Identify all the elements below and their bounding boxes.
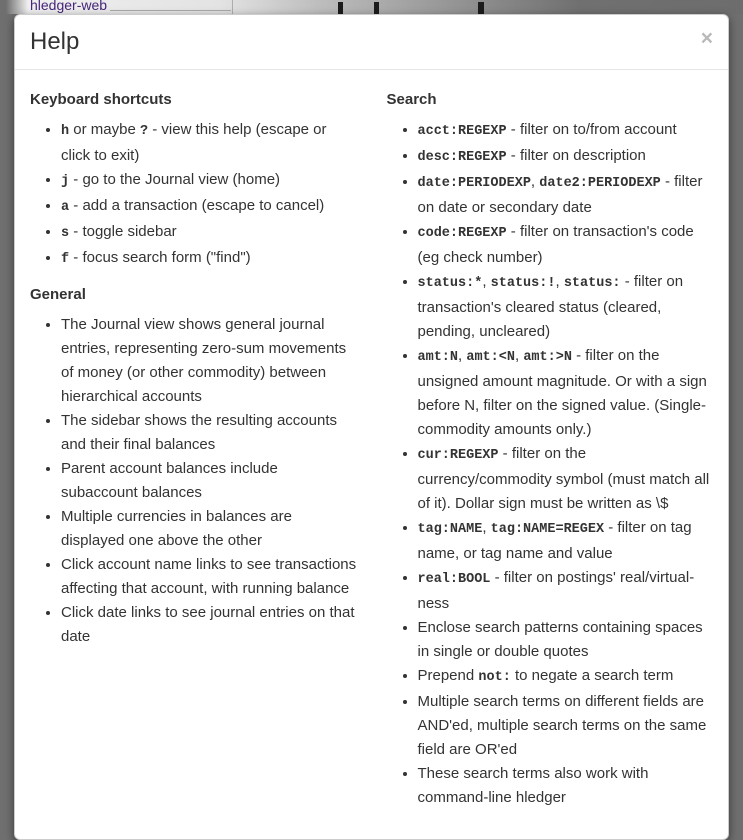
- search-syntax-list: [387, 118, 714, 810]
- close-icon[interactable]: ×: [700, 27, 713, 50]
- general-list: [30, 313, 357, 649]
- modal-title: Help: [30, 28, 80, 55]
- code-token: desc:REGEXP: [417, 150, 507, 165]
- code-token: acct:REGEXP: [417, 124, 507, 139]
- code-token: h: [61, 124, 70, 139]
- code-token: date:PERIODEXP: [417, 176, 531, 191]
- list-item: • Parent account balances include subaccount balances: [61, 457, 357, 505]
- code-token: amt:N: [417, 350, 459, 365]
- modal-body: [15, 70, 728, 839]
- page-heading-fragment: [374, 2, 379, 14]
- code-token: status:*: [417, 276, 483, 291]
- code-token: date2:PERIODEXP: [539, 176, 661, 191]
- list-item: • tag:NAME, tag:NAME=REGEX - filter on tag name, or tag name and value: [418, 516, 714, 566]
- list-item: • amt:N, amt:<N, amt:>N - filter on the unsigned amount magnitude. Or with a sign before N, filter on the signed value. (Single-commodity amounts only.): [418, 344, 714, 442]
- modal-header: [15, 15, 728, 70]
- list-item: • Multiple currencies in balances are displayed one above the other: [61, 505, 357, 553]
- list-item: • Click account name links to see transactions affecting that account, with running balance: [61, 553, 357, 601]
- page-heading-fragment: [478, 2, 484, 14]
- code-token: status:: [563, 276, 621, 291]
- sidebar-divider: [232, 0, 233, 14]
- code-token: code:REGEXP: [417, 226, 507, 241]
- keyboard-shortcuts-list: [30, 118, 357, 272]
- code-token: amt:<N: [466, 350, 515, 365]
- code-token: j: [61, 174, 70, 189]
- section-heading-general: General: [30, 286, 86, 303]
- list-item: • The Journal view shows general journal entries, representing zero-sum movements of money (or other commodity) between hierarchical accounts: [61, 313, 357, 409]
- list-item: • Prepend not: to negate a search term: [418, 664, 714, 690]
- code-token: s: [61, 226, 70, 241]
- list-item: • Click date links to see journal entries on that date: [61, 601, 357, 649]
- modal-backdrop[interactable]: [0, 0, 743, 14]
- list-item: • Enclose search patterns containing spaces in single or double quotes: [418, 616, 714, 664]
- list-item: • j - go to the Journal view (home): [61, 168, 357, 194]
- list-item: • status:*, status:!, status: - filter on transaction's cleared status (cleared, pending, uncleared): [418, 270, 714, 344]
- page-toolbar-edge: [110, 10, 231, 11]
- code-token: amt:>N: [523, 350, 572, 365]
- list-item: • The sidebar shows the resulting accounts and their final balances: [61, 409, 357, 457]
- list-item: • desc:REGEXP - filter on description: [418, 144, 714, 170]
- help-column-right: [372, 85, 714, 824]
- code-token: not:: [478, 670, 511, 685]
- list-item: • cur:REGEXP - filter on the currency/commodity symbol (must match all of it). Dollar sign must be written as \$: [418, 442, 714, 516]
- help-column-left: [30, 85, 372, 824]
- list-item: • a - add a transaction (escape to cancel): [61, 194, 357, 220]
- code-token: tag:NAME=REGEX: [490, 522, 605, 537]
- list-item: • real:BOOL - filter on postings' real/virtual-ness: [418, 566, 714, 616]
- code-token: a: [61, 200, 70, 215]
- list-item: • date:PERIODEXP, date2:PERIODEXP - filter on date or secondary date: [418, 170, 714, 220]
- code-token: status:!: [490, 276, 556, 291]
- list-item: • Multiple search terms on different fields are AND'ed, multiple search terms on the same field are OR'ed: [418, 690, 714, 762]
- section-heading-search: Search: [386, 91, 437, 108]
- help-modal: [14, 14, 729, 840]
- page-heading-fragment: [338, 2, 343, 14]
- section-heading-keyboard-shortcuts: Keyboard shortcuts: [30, 91, 172, 108]
- list-item: • These search terms also work with command-line hledger: [418, 762, 714, 810]
- list-item: • acct:REGEXP - filter on to/from account: [418, 118, 714, 144]
- list-item: • f - focus search form ("find"): [61, 246, 357, 272]
- code-token: ?: [139, 124, 149, 139]
- code-token: f: [61, 252, 70, 267]
- code-token: cur:REGEXP: [417, 448, 499, 463]
- list-item: • s - toggle sidebar: [61, 220, 357, 246]
- list-item: • h or maybe ? - view this help (escape or click to exit): [61, 118, 357, 168]
- brand-link-hledger-web[interactable]: hledger-web: [30, 0, 108, 13]
- list-item: • code:REGEXP - filter on transaction's code (eg check number): [418, 220, 714, 270]
- code-token: tag:NAME: [417, 522, 483, 537]
- code-token: real:BOOL: [417, 572, 491, 587]
